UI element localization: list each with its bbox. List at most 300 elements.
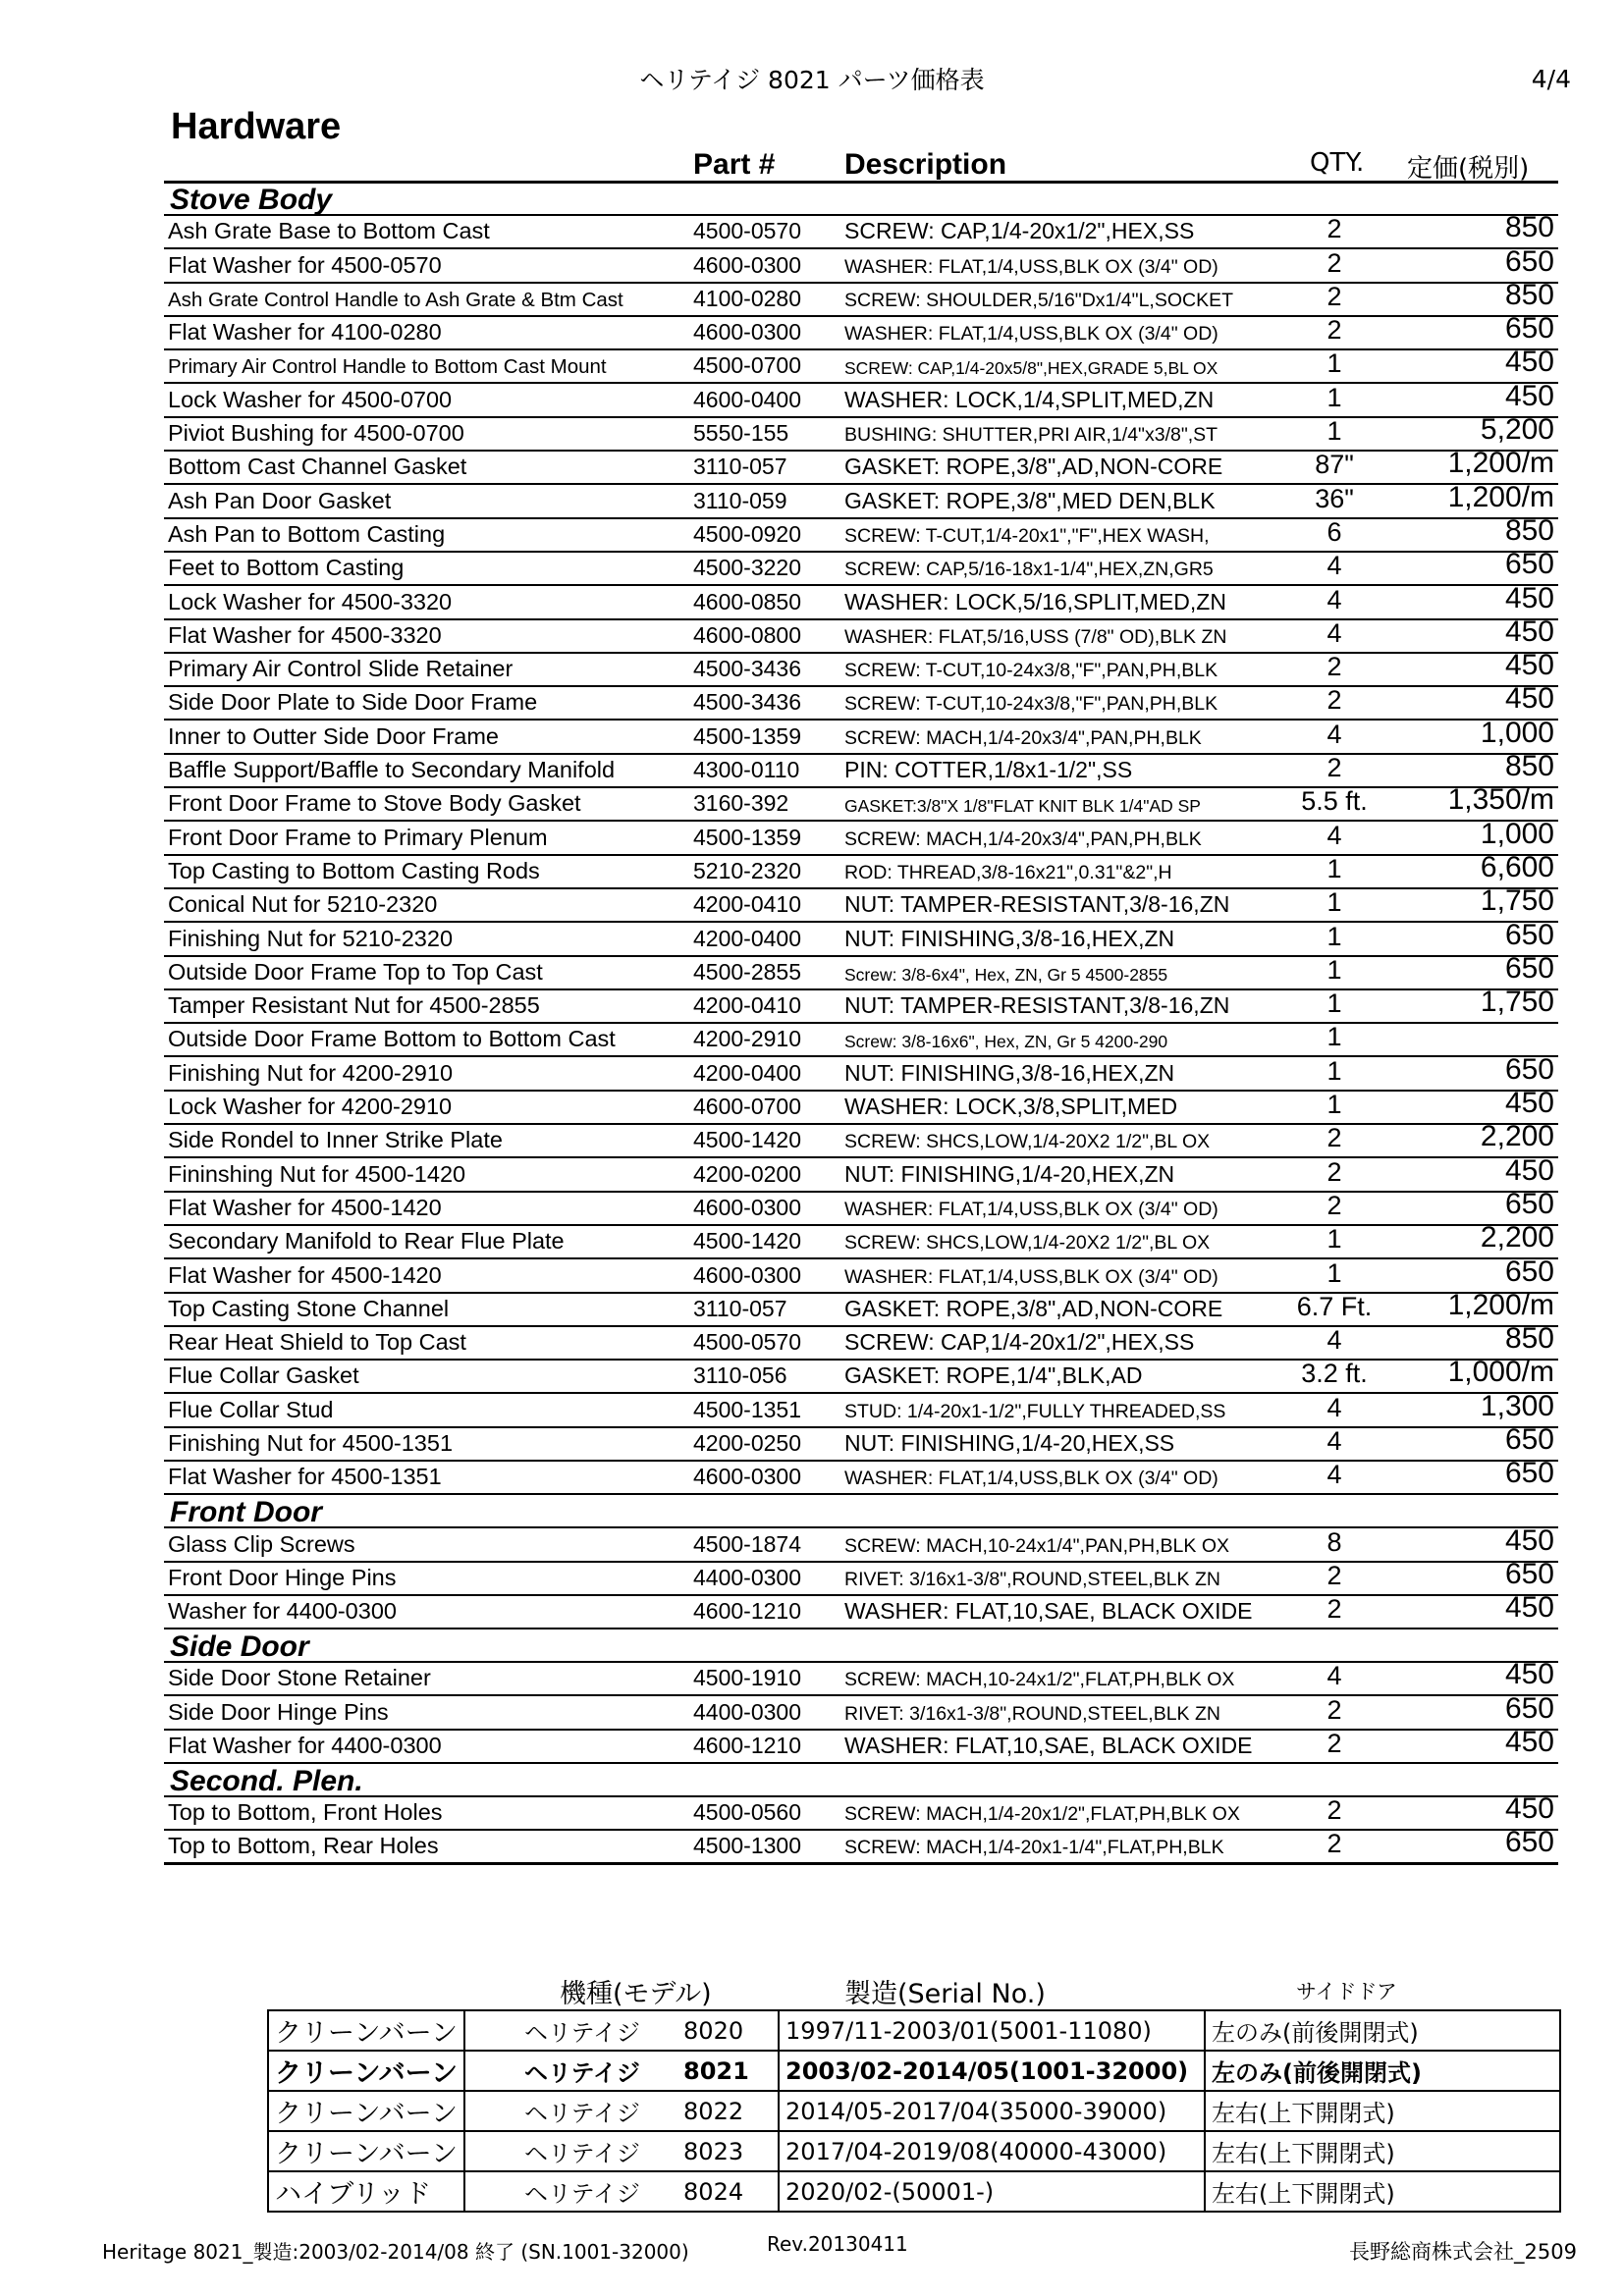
model-number: 8022 [677, 2091, 779, 2131]
part-price: 1,750 [1480, 884, 1554, 918]
table-row [164, 1221, 1558, 1259]
part-number: 4500-1874 [693, 1530, 801, 1557]
part-usage: Top Casting Stone Channel [168, 1295, 450, 1321]
table-row [164, 1288, 1558, 1327]
table-row [164, 1792, 1558, 1831]
model-serial: 2020/02-(50001-) [779, 2171, 1205, 2212]
table-row [164, 986, 1558, 1024]
model-row [268, 2091, 1560, 2131]
part-description: WASHER: FLAT,5/16,USS (7/8" OD),BLK ZN [844, 625, 1227, 648]
table-row [164, 413, 1558, 452]
part-description: SCREW: T-CUT,1/4-20x1","F",HEX WASH, [844, 524, 1210, 547]
part-number: 4500-1420 [693, 1228, 801, 1255]
part-description: GASKET: ROPE,1/4",BLK,AD [844, 1362, 1143, 1389]
part-number: 4500-1351 [693, 1396, 801, 1422]
part-description: SCREW: MACH,10-24x1/2",FLAT,PH,BLK OX [844, 1669, 1235, 1691]
part-usage: Finishing Nut for 5210-2320 [168, 925, 454, 951]
part-qty: 4 [1326, 1325, 1342, 1356]
part-number: 5210-2320 [693, 857, 801, 883]
model-door: 左右(上下開閉式) [1205, 2091, 1560, 2131]
part-description: Screw: 3/8-16x6", Hex, ZN, Gr 5 4200-290 [844, 1032, 1168, 1052]
part-qty: 2 [1326, 685, 1342, 716]
table-row [164, 951, 1558, 990]
part-price: 1,200/m [1447, 447, 1554, 480]
part-description: STUD: 1/4-20x1-1/2",FULLY THREADED,SS [844, 1400, 1226, 1422]
model-row [268, 2131, 1560, 2171]
part-price: 450 [1504, 379, 1554, 412]
table-row [164, 1523, 1558, 1562]
table-row [164, 513, 1558, 553]
table-row [164, 1024, 1558, 1057]
table-row [164, 211, 1558, 249]
part-usage: Lock Washer for 4200-2910 [168, 1094, 453, 1120]
table-row [164, 278, 1558, 317]
part-qty: 2 [1326, 1828, 1342, 1858]
part-qty: 2 [1326, 652, 1342, 682]
part-price: 650 [1504, 1052, 1554, 1086]
part-number: 3110-056 [693, 1362, 787, 1389]
table-row [164, 447, 1558, 485]
part-description: SCREW: CAP,1/4-20x5/8",HEX,GRADE 5,BL OX [844, 358, 1218, 379]
part-usage: Flat Washer for 4500-3320 [168, 621, 442, 648]
part-description: SCREW: MACH,10-24x1/4",PAN,PH,BLK OX [844, 1534, 1229, 1557]
part-price: 850 [1504, 750, 1554, 783]
part-price: 6,600 [1480, 850, 1554, 883]
part-qty: 4 [1326, 584, 1342, 614]
models-header-door: サイドドア [1296, 1980, 1397, 2003]
part-number: 4600-0300 [693, 1194, 801, 1220]
part-usage: Flue Collar Gasket [168, 1362, 359, 1389]
part-usage: Outside Door Frame Top to Top Cast [168, 958, 543, 985]
part-qty: 1 [1326, 1257, 1342, 1288]
part-qty: 6.7 Ft. [1296, 1291, 1373, 1321]
part-qty: 2 [1326, 315, 1342, 346]
part-description: NUT: FINISHING,3/8-16,HEX,ZN [844, 925, 1175, 951]
part-usage: Conical Nut for 5210-2320 [168, 891, 438, 918]
model-series: クリーンバーン [268, 2091, 464, 2131]
part-description: SCREW: CAP,5/16-18x1-1/4",HEX,ZN,GR5 [844, 559, 1214, 581]
table-row [164, 614, 1558, 654]
part-description: SCREW: MACH,1/4-20x1-1/4",FLAT,PH,BLK [844, 1836, 1224, 1858]
table-row [164, 581, 1558, 619]
part-usage: Side Door Plate to Side Door Frame [168, 689, 538, 716]
part-price: 5,200 [1480, 413, 1554, 447]
part-qty: 2 [1326, 214, 1342, 244]
part-number: 4200-0400 [693, 925, 801, 951]
part-qty: 2 [1326, 1123, 1342, 1153]
part-usage: Top Casting to Bottom Casting Rods [168, 857, 540, 883]
model-serial: 2014/05-2017/04(35000-39000) [779, 2091, 1205, 2131]
part-usage: Top to Bottom, Front Holes [168, 1799, 443, 1826]
part-price: 450 [1504, 1523, 1554, 1557]
part-price: 450 [1504, 1087, 1554, 1120]
table-row [164, 1422, 1558, 1462]
part-number: 4200-0250 [693, 1429, 801, 1456]
part-number: 4400-0300 [693, 1698, 801, 1725]
part-qty: 4 [1326, 820, 1342, 850]
part-description: BUSHING: SHUTTER,PRI AIR,1/4"x3/8",ST [844, 424, 1218, 447]
part-number: 4500-0700 [693, 352, 801, 379]
part-usage: Flat Washer for 4400-0300 [168, 1733, 442, 1759]
part-usage: Piviot Bushing for 4500-0700 [168, 420, 464, 447]
table-row [164, 1322, 1558, 1361]
part-description: Screw: 3/8-6x4", Hex, ZN, Gr 5 4500-2855 [844, 964, 1168, 985]
part-number: 4500-2855 [693, 958, 801, 985]
model-number: 8023 [677, 2131, 779, 2171]
part-number: 4200-0400 [693, 1059, 801, 1086]
part-number: 4600-0300 [693, 1464, 801, 1490]
group-title: Side Door [170, 1630, 309, 1664]
table-row [164, 1255, 1558, 1293]
part-number: 4300-0110 [693, 757, 800, 783]
model-number: 8024 [677, 2171, 779, 2212]
part-number: 4600-1210 [693, 1598, 801, 1625]
model-row [268, 2010, 1560, 2051]
part-price: 1,000 [1480, 817, 1554, 850]
table-row [164, 1187, 1558, 1226]
table-row [164, 1557, 1558, 1596]
part-number: 4600-0300 [693, 1261, 801, 1288]
table-row [164, 783, 1558, 822]
table-row [164, 649, 1558, 687]
part-price: 1,200/m [1447, 480, 1554, 513]
column-header-price: 定価(税別) [1407, 154, 1530, 184]
part-usage: Ash Grate Base to Bottom Cast [168, 218, 490, 244]
model-door: 左右(上下開閉式) [1205, 2171, 1560, 2212]
part-number: 4500-1359 [693, 722, 801, 749]
part-number: 4500-3220 [693, 555, 801, 581]
part-qty: 1 [1326, 1090, 1342, 1120]
part-description: WASHER: LOCK,1/4,SPLIT,MED,ZN [844, 386, 1215, 412]
part-price: 650 [1504, 1457, 1554, 1490]
part-description: SCREW: MACH,1/4-20x3/4",PAN,PH,BLK [844, 828, 1202, 850]
model-serial: 1997/11-2003/01(5001-11080) [779, 2010, 1205, 2051]
part-qty: 3.2 ft. [1301, 1359, 1368, 1389]
part-usage: Flue Collar Stud [168, 1396, 334, 1422]
part-description: GASKET: ROPE,3/8",AD,NON-CORE [844, 454, 1223, 480]
part-usage: Flat Washer for 4500-1351 [168, 1464, 442, 1490]
part-description: NUT: FINISHING,1/4-20,HEX,SS [844, 1429, 1175, 1456]
part-price: 650 [1504, 951, 1554, 985]
part-qty: 4 [1326, 617, 1342, 648]
part-qty: 1 [1326, 853, 1342, 883]
group-title: Stove Body [170, 184, 333, 216]
part-usage: Baffle Support/Baffle to Secondary Manifold [168, 757, 616, 783]
part-number: 4500-3436 [693, 689, 801, 716]
part-qty: 87" [1315, 450, 1354, 480]
part-price: 650 [1504, 918, 1554, 951]
table-row [164, 1691, 1558, 1730]
part-description: SCREW: MACH,1/4-20x3/4",PAN,PH,BLK [844, 726, 1202, 749]
part-price: 2,200 [1480, 1120, 1554, 1153]
part-price: 650 [1504, 1422, 1554, 1456]
table-row [164, 1389, 1558, 1427]
part-usage: Lock Washer for 4500-3320 [168, 588, 453, 614]
part-price: 850 [1504, 211, 1554, 244]
part-price: 450 [1504, 1658, 1554, 1691]
model-series: クリーンバーン [268, 2131, 464, 2171]
part-number: 4500-1300 [693, 1832, 801, 1858]
table-row [164, 817, 1558, 855]
model-door: 左右(上下開閉式) [1205, 2131, 1560, 2171]
table-row [164, 1457, 1558, 1495]
part-qty: 4 [1326, 1392, 1342, 1422]
part-usage: Side Door Hinge Pins [168, 1698, 389, 1725]
group-title: Second. Plen. [170, 1765, 363, 1798]
model-number: 8020 [677, 2010, 779, 2051]
part-number: 4500-1420 [693, 1127, 801, 1153]
part-number: 3110-059 [693, 487, 787, 513]
part-description: WASHER: FLAT,1/4,USS,BLK OX (3/4" OD) [844, 1198, 1218, 1220]
part-qty: 2 [1326, 753, 1342, 783]
part-number: 4600-0800 [693, 621, 801, 648]
part-price: 450 [1504, 649, 1554, 682]
part-description: SCREW: T-CUT,10-24x3/8,"F",PAN,PH,BLK [844, 660, 1218, 682]
part-description: WASHER: FLAT,1/4,USS,BLK OX (3/4" OD) [844, 323, 1218, 346]
model-name: ヘリテイジ [464, 2010, 677, 2051]
table-row [164, 1658, 1558, 1696]
table-row [164, 1120, 1558, 1158]
table-row [164, 1591, 1558, 1629]
part-price: 850 [1504, 1322, 1554, 1356]
part-qty: 36" [1315, 483, 1354, 513]
table-row [164, 750, 1558, 788]
part-qty: 4 [1326, 1425, 1342, 1456]
model-number: 8021 [677, 2051, 779, 2091]
part-number: 4500-0570 [693, 1329, 801, 1356]
part-description: WASHER: FLAT,1/4,USS,BLK OX (3/4" OD) [844, 1265, 1218, 1288]
part-price: 1,350/m [1447, 783, 1554, 817]
part-number: 4500-0560 [693, 1799, 801, 1826]
part-description: SCREW: CAP,1/4-20x1/2",HEX,SS [844, 218, 1195, 244]
footer-revision: Rev.20130411 [767, 2232, 908, 2256]
model-serial: 2003/02-2014/05(1001-32000) [779, 2051, 1205, 2091]
part-usage: Fininshing Nut for 4500-1420 [168, 1160, 466, 1187]
part-price: 2,200 [1480, 1221, 1554, 1255]
part-description: WASHER: LOCK,5/16,SPLIT,MED,ZN [844, 588, 1226, 614]
part-qty: 2 [1326, 281, 1342, 311]
part-price: 650 [1504, 1187, 1554, 1220]
part-usage: Tamper Resistant Nut for 4500-2855 [168, 992, 540, 1019]
table-row [164, 1087, 1558, 1125]
part-price: 850 [1504, 513, 1554, 547]
part-number: 4600-1210 [693, 1733, 801, 1759]
part-qty: 2 [1326, 1694, 1342, 1725]
part-usage: Finishing Nut for 4500-1351 [168, 1429, 454, 1456]
part-usage: Bottom Cast Channel Gasket [168, 454, 467, 480]
part-usage: Lock Washer for 4500-0700 [168, 386, 453, 412]
part-description: WASHER: FLAT,10,SAE, BLACK OXIDE [844, 1598, 1253, 1625]
part-description: WASHER: FLAT,1/4,USS,BLK OX (3/4" OD) [844, 1468, 1218, 1490]
part-price: 450 [1504, 1792, 1554, 1826]
model-row [268, 2051, 1560, 2091]
part-number: 4500-0570 [693, 218, 801, 244]
part-qty: 1 [1326, 382, 1342, 412]
part-qty: 2 [1326, 1795, 1342, 1826]
table-row [164, 682, 1558, 721]
table-row [164, 346, 1558, 384]
part-usage: Finishing Nut for 4200-2910 [168, 1059, 454, 1086]
table-row [164, 716, 1558, 754]
part-description: NUT: TAMPER-RESISTANT,3/8-16,ZN [844, 891, 1230, 918]
part-price: 450 [1504, 1153, 1554, 1187]
column-header-description: Description [844, 148, 1007, 181]
part-price: 1,000 [1480, 716, 1554, 749]
part-number: 4100-0280 [693, 285, 801, 311]
part-usage: Inner to Outter Side Door Frame [168, 722, 499, 749]
part-qty: 4 [1326, 1661, 1342, 1691]
part-description: WASHER: LOCK,3/8,SPLIT,MED [844, 1094, 1178, 1120]
table-row [164, 548, 1558, 586]
group-header [164, 181, 1558, 216]
part-usage: Feet to Bottom Casting [168, 555, 405, 581]
part-price: 450 [1504, 1591, 1554, 1625]
section-title: Hardware [171, 106, 342, 147]
part-description: GASKET:3/8"X 1/8"FLAT KNIT BLK 1/4"AD SP [844, 796, 1201, 817]
part-usage: Flat Washer for 4500-1420 [168, 1261, 442, 1288]
part-qty: 5.5 ft. [1301, 786, 1368, 817]
part-price: 650 [1504, 1825, 1554, 1858]
footer-left: Heritage 8021_製造:2003/02-2014/08 終了 (SN.1001-32000) [102, 2240, 689, 2264]
part-description: RIVET: 3/16x1-3/8",ROUND,STEEL,BLK ZN [844, 1702, 1220, 1725]
group-header [164, 1762, 1558, 1797]
part-usage: Primary Air Control Slide Retainer [168, 656, 514, 682]
table-row [164, 480, 1558, 518]
part-price: 1,300 [1480, 1389, 1554, 1422]
part-price: 450 [1504, 682, 1554, 716]
part-price: 650 [1504, 244, 1554, 278]
part-number: 3110-057 [693, 454, 787, 480]
part-number: 4200-0200 [693, 1160, 801, 1187]
part-qty: 4 [1326, 719, 1342, 749]
part-price: 650 [1504, 1255, 1554, 1288]
part-qty: 2 [1326, 1560, 1342, 1590]
table-row [164, 918, 1558, 956]
model-series: クリーンバーン [268, 2010, 464, 2051]
part-price: 450 [1504, 581, 1554, 614]
column-header-part: Part # [693, 148, 776, 181]
part-usage: Secondary Manifold to Rear Flue Plate [168, 1228, 565, 1255]
part-usage: Flat Washer for 4500-0570 [168, 251, 442, 278]
model-name: ヘリテイジ [464, 2131, 677, 2171]
part-description: WASHER: FLAT,1/4,USS,BLK OX (3/4" OD) [844, 255, 1218, 278]
table-row [164, 1825, 1558, 1864]
table-row [164, 850, 1558, 889]
part-description: SCREW: SHCS,LOW,1/4-20X2 1/2",BL OX [844, 1131, 1211, 1153]
part-usage: Ash Grate Control Handle to Ash Grate & Btm Cast [168, 288, 623, 311]
part-description: SCREW: CAP,1/4-20x1/2",HEX,SS [844, 1329, 1195, 1356]
part-usage: Ash Pan Door Gasket [168, 487, 392, 513]
part-price: 1,750 [1480, 986, 1554, 1019]
model-name: ヘリテイジ [464, 2051, 677, 2091]
model-row [268, 2171, 1560, 2212]
model-door: 左のみ(前後開閉式) [1205, 2051, 1560, 2091]
part-qty: 4 [1326, 1460, 1342, 1490]
part-qty: 6 [1326, 516, 1342, 547]
part-description: PIN: COTTER,1/8x1-1/2",SS [844, 757, 1133, 783]
part-qty: 1 [1326, 887, 1342, 918]
part-description: NUT: FINISHING,3/8-16,HEX,ZN [844, 1059, 1175, 1086]
part-qty: 8 [1326, 1526, 1342, 1557]
part-qty: 1 [1326, 348, 1342, 379]
part-number: 4600-0300 [693, 251, 801, 278]
part-usage: Flat Washer for 4500-1420 [168, 1194, 442, 1220]
table-row [164, 379, 1558, 417]
part-price: 1,200/m [1447, 1288, 1554, 1321]
model-door: 左のみ(前後開閉式) [1205, 2010, 1560, 2051]
part-description: GASKET: ROPE,3/8",MED DEN,BLK [844, 487, 1216, 513]
model-series: ハイブリッド [268, 2171, 464, 2212]
group-header [164, 1493, 1558, 1528]
part-usage: Side Rondel to Inner Strike Plate [168, 1127, 503, 1153]
table-row [164, 1052, 1558, 1091]
part-description: WASHER: FLAT,10,SAE, BLACK OXIDE [844, 1733, 1253, 1759]
part-price: 1,000/m [1447, 1356, 1554, 1389]
part-description: SCREW: T-CUT,10-24x3/8,"F",PAN,PH,BLK [844, 693, 1218, 716]
part-qty: 2 [1326, 1156, 1342, 1187]
part-usage: Side Door Stone Retainer [168, 1665, 431, 1691]
part-number: 4600-0300 [693, 319, 801, 346]
table-row [164, 312, 1558, 350]
part-usage: Washer for 4400-0300 [168, 1598, 397, 1625]
part-usage: Rear Heat Shield to Top Cast [168, 1329, 466, 1356]
part-price: 450 [1504, 614, 1554, 648]
part-qty: 1 [1326, 954, 1342, 985]
part-description: NUT: TAMPER-RESISTANT,3/8-16,ZN [844, 992, 1230, 1019]
group-title: Front Door [170, 1496, 322, 1529]
part-price: 650 [1504, 312, 1554, 346]
part-description: NUT: FINISHING,1/4-20,HEX,ZN [844, 1160, 1175, 1187]
table-row [164, 1153, 1558, 1192]
table-row [164, 244, 1558, 283]
part-number: 4500-3436 [693, 656, 801, 682]
footer-company: 長野総商株式会社_2509 [1349, 2240, 1577, 2264]
parts-table [164, 183, 1558, 1865]
part-usage: Ash Pan to Bottom Casting [168, 520, 446, 547]
model-serial: 2017/04-2019/08(40000-43000) [779, 2131, 1205, 2171]
part-number: 3110-057 [693, 1295, 787, 1321]
part-qty: 1 [1326, 1022, 1342, 1052]
part-number: 4500-1910 [693, 1665, 801, 1691]
part-usage: Front Door Frame to Stove Body Gasket [168, 790, 581, 817]
part-price: 650 [1504, 548, 1554, 581]
part-price: 450 [1504, 346, 1554, 379]
part-qty: 1 [1326, 921, 1342, 951]
part-number: 4500-0920 [693, 520, 801, 547]
part-qty: 1 [1326, 1055, 1342, 1086]
model-name: ヘリテイジ [464, 2091, 677, 2131]
table-row [164, 1726, 1558, 1764]
group-header [164, 1628, 1558, 1663]
part-number: 4600-0850 [693, 588, 801, 614]
models-header-model: 機種(モデル) [560, 1979, 712, 2009]
part-number: 4600-0400 [693, 386, 801, 412]
part-usage: Primary Air Control Handle to Bottom Cast Mount [168, 355, 607, 379]
part-qty: 2 [1326, 1729, 1342, 1759]
part-usage: Front Door Hinge Pins [168, 1564, 397, 1590]
part-number: 4200-2910 [693, 1026, 801, 1052]
part-number: 5550-155 [693, 420, 789, 447]
part-description: SCREW: SHOULDER,5/16"Dx1/4"L,SOCKET [844, 289, 1234, 311]
model-series: クリーンバーン [268, 2051, 464, 2091]
part-usage: Front Door Frame to Primary Plenum [168, 824, 548, 850]
part-number: 4500-1359 [693, 824, 801, 850]
part-description: SCREW: SHCS,LOW,1/4-20X2 1/2",BL OX [844, 1232, 1211, 1255]
part-qty: 1 [1326, 988, 1342, 1019]
part-description: RIVET: 3/16x1-3/8",ROUND,STEEL,BLK ZN [844, 1568, 1220, 1590]
part-price: 650 [1504, 1557, 1554, 1590]
part-usage: Top to Bottom, Rear Holes [168, 1832, 439, 1858]
